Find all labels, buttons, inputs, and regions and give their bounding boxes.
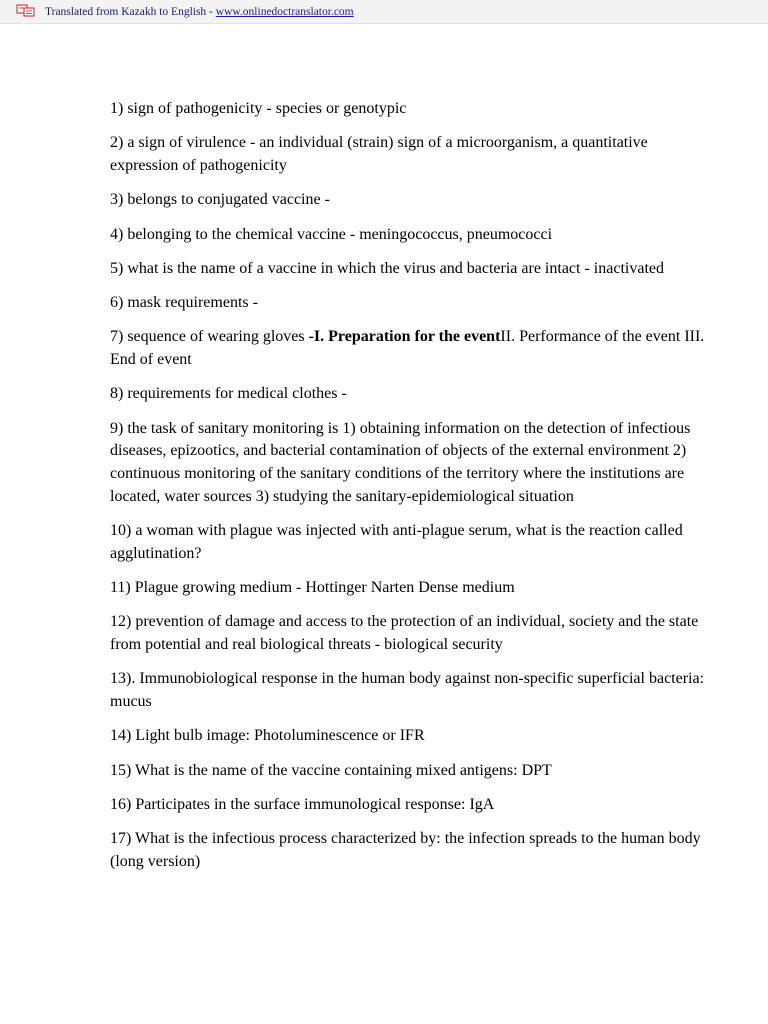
list-item: 10) a woman with plague was injected with anti-plague serum, what is the reaction called agglutination?	[110, 522, 683, 562]
list-item: 11) Plague growing medium - Hottinger Narten Dense medium	[110, 579, 515, 597]
list-item: 16) Participates in the surface immunological response: IgA	[110, 796, 495, 814]
document-body	[110, 98, 720, 885]
list-item: 5) what is the name of a vaccine in which the virus and bacteria are intact - inactivated	[110, 259, 664, 277]
list-item: 15) What is the name of the vaccine containing mixed antigens: DPT	[110, 761, 552, 779]
translator-link[interactable]: www.onlinedoctranslator.com	[215, 6, 354, 18]
list-item: 2) a sign of virulence - an individual (strain) sign of a microorganism, a quantitative expression of pathogenicity	[110, 134, 648, 174]
translation-banner	[0, 0, 768, 24]
list-item: 1) sign of pathogenicity - species or genotypic	[110, 100, 407, 117]
banner-prefix: Translated from Kazakh to English -	[45, 6, 216, 18]
list-item: 9) the task of sanitary monitoring is 1) obtaining information on the detection of infectious diseases, epizootics, and bacterial contamination of objects of the external environment 2) continuous monitoring of the sanitary conditions of the territory where the institutions are located, water sources 3) studying the sanitary-epidemiological situation	[110, 419, 691, 505]
list-item: 17) What is the infectious process characterized by: the infection spreads to the human body (long version)	[110, 830, 701, 871]
translator-logo-icon	[16, 4, 36, 18]
list-item: 12) prevention of damage and access to the protection of an individual, society and the state from potential and real biological threats - biological security	[110, 613, 699, 654]
list-item-text: II. Performance of the event III. End of event	[110, 328, 705, 369]
list-item: 3) belongs to conjugated vaccine -	[110, 191, 330, 209]
banner-text	[45, 6, 354, 18]
list-item: 13). Immunobiological response in the human body against non-specific superficial bacteria: mucus	[110, 670, 705, 711]
list-item: 8) requirements for medical clothes -	[110, 385, 347, 403]
list-item-bold-text: -I. Preparation for the event	[308, 328, 501, 346]
list-item: 14) Light bulb image: Photoluminescence or IFR	[110, 727, 425, 745]
list-item: 4) belonging to the chemical vaccine - meningococcus, pneumococci	[110, 225, 553, 243]
list-item	[110, 326, 720, 371]
list-item-text: 7) sequence of wearing gloves	[110, 328, 309, 346]
list-item: 6) mask requirements -	[110, 294, 258, 312]
